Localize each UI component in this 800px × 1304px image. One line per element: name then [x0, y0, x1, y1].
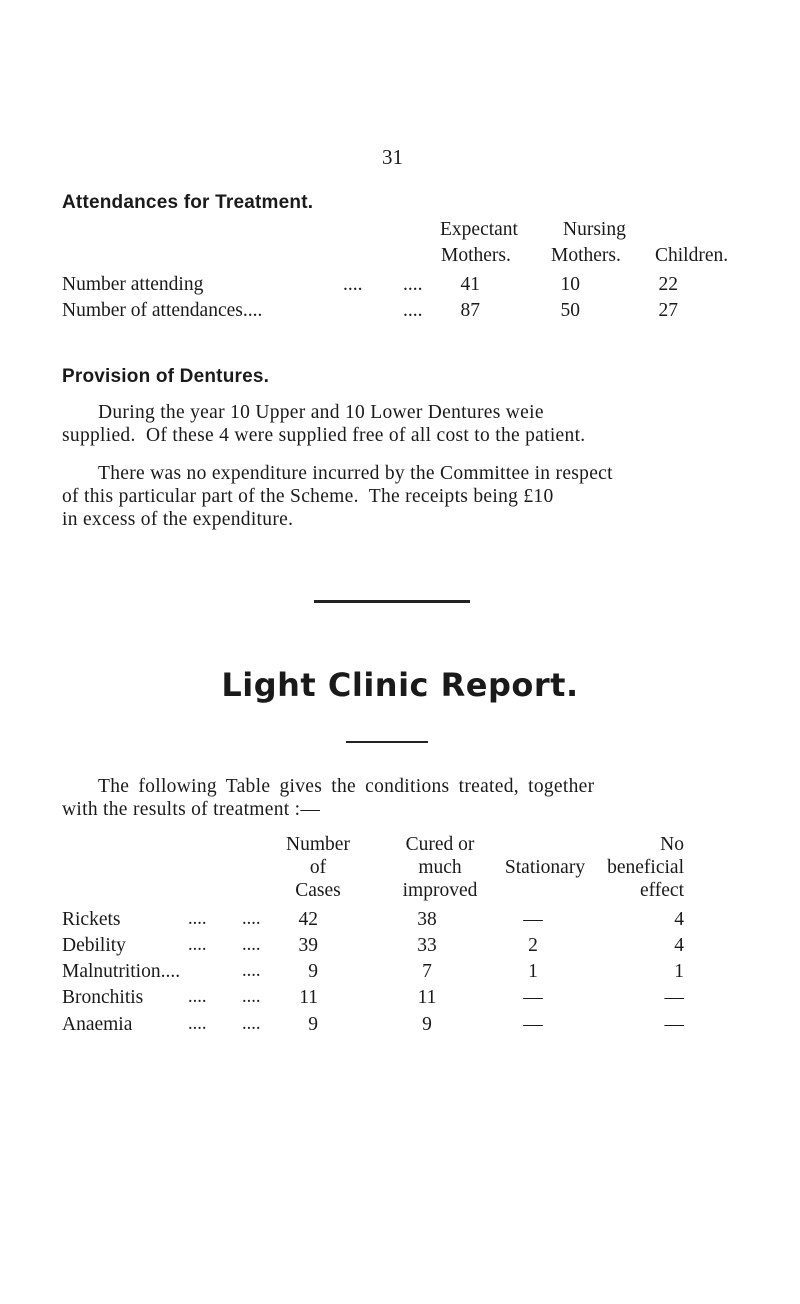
header-number: Number — [286, 834, 350, 855]
header-cured: Cured or — [405, 834, 475, 855]
header-beneficial: beneficial — [607, 857, 684, 878]
cured-value: 11 — [417, 987, 437, 1008]
light-clinic-title: Light Clinic Report. — [221, 666, 579, 704]
header-children: Children. — [655, 245, 729, 266]
dentures-heading: Provision of Dentures. — [62, 366, 270, 387]
row-label: Number of attendances.... — [62, 300, 263, 321]
intro-line: The following Table gives the conditions treated, together — [98, 776, 595, 797]
title-underline-rule — [346, 741, 428, 743]
value-expectant: 41 — [460, 274, 480, 295]
cases-value: 9 — [308, 961, 318, 982]
stationary-value: — — [523, 1014, 543, 1035]
row-dots: .... — [242, 987, 261, 1007]
paragraph-line: in excess of the expenditure. — [62, 509, 294, 530]
cured-value: 9 — [422, 1014, 432, 1035]
row-dots: .... — [403, 300, 423, 321]
row-dots: .... — [343, 274, 363, 295]
condition-label: Debility — [62, 935, 126, 956]
value-children: 27 — [658, 300, 678, 321]
row-dots: .... — [188, 1014, 207, 1034]
row-dots: .... — [242, 961, 261, 981]
intro-line: with the results of treatment :— — [62, 799, 321, 820]
header-no: No — [660, 834, 684, 855]
header-effect: effect — [639, 880, 684, 901]
no-effect-value: 4 — [674, 909, 684, 930]
paragraph-line: of this particular part of the Scheme. The receipts being £10 — [62, 486, 554, 507]
row-dots: .... — [188, 987, 207, 1007]
condition-label: Anaemia — [62, 1014, 133, 1035]
stationary-value: 1 — [528, 961, 538, 982]
value-nursing: 50 — [560, 300, 580, 321]
paragraph-line: There was no expenditure incurred by the Committee in respect — [98, 463, 613, 484]
no-effect-value: 1 — [674, 961, 684, 982]
header-improved: improved — [402, 880, 478, 901]
row-dots: .... — [188, 935, 207, 955]
condition-label: Rickets — [62, 909, 121, 930]
value-nursing: 10 — [560, 274, 580, 295]
section-divider — [314, 600, 470, 603]
paragraph-line: supplied. Of these 4 were supplied free of all cost to the patient. — [62, 425, 586, 446]
row-label: Number attending — [62, 274, 204, 295]
row-dots: .... — [188, 909, 207, 929]
no-effect-value: 4 — [674, 935, 684, 956]
stationary-value: 2 — [528, 935, 538, 956]
stationary-value: — — [523, 987, 543, 1008]
header-nursing-mothers: Mothers. — [551, 245, 621, 266]
cured-value: 7 — [422, 961, 432, 982]
cured-value: 38 — [417, 909, 437, 930]
header-stationary: Stationary — [504, 857, 586, 878]
page-number: 31 — [382, 145, 403, 169]
cases-value: 9 — [308, 1014, 318, 1035]
header-cases: Cases — [295, 880, 341, 901]
cases-value: 39 — [298, 935, 318, 956]
value-children: 22 — [658, 274, 678, 295]
header-much: much — [418, 857, 462, 878]
cases-value: 11 — [299, 987, 318, 1008]
no-effect-value: — — [664, 987, 684, 1008]
header-nursing: Nursing — [563, 219, 626, 240]
stationary-value: — — [523, 909, 543, 930]
no-effect-value: — — [664, 1014, 684, 1035]
condition-label: Bronchitis — [62, 987, 144, 1008]
value-expectant: 87 — [460, 300, 480, 321]
row-dots: .... — [242, 909, 261, 929]
attendances-heading: Attendances for Treatment. — [62, 192, 314, 213]
condition-label: Malnutrition.... — [62, 961, 181, 982]
cured-value: 33 — [417, 935, 437, 956]
header-expectant: Expectant — [440, 219, 518, 240]
row-dots: .... — [242, 1014, 261, 1034]
row-dots: .... — [403, 274, 423, 295]
cases-value: 42 — [298, 909, 318, 930]
paragraph-line: During the year 10 Upper and 10 Lower Dentures weie — [98, 402, 544, 423]
header-mothers: Mothers. — [441, 245, 511, 266]
header-of: of — [309, 857, 327, 878]
row-dots: .... — [242, 935, 261, 955]
